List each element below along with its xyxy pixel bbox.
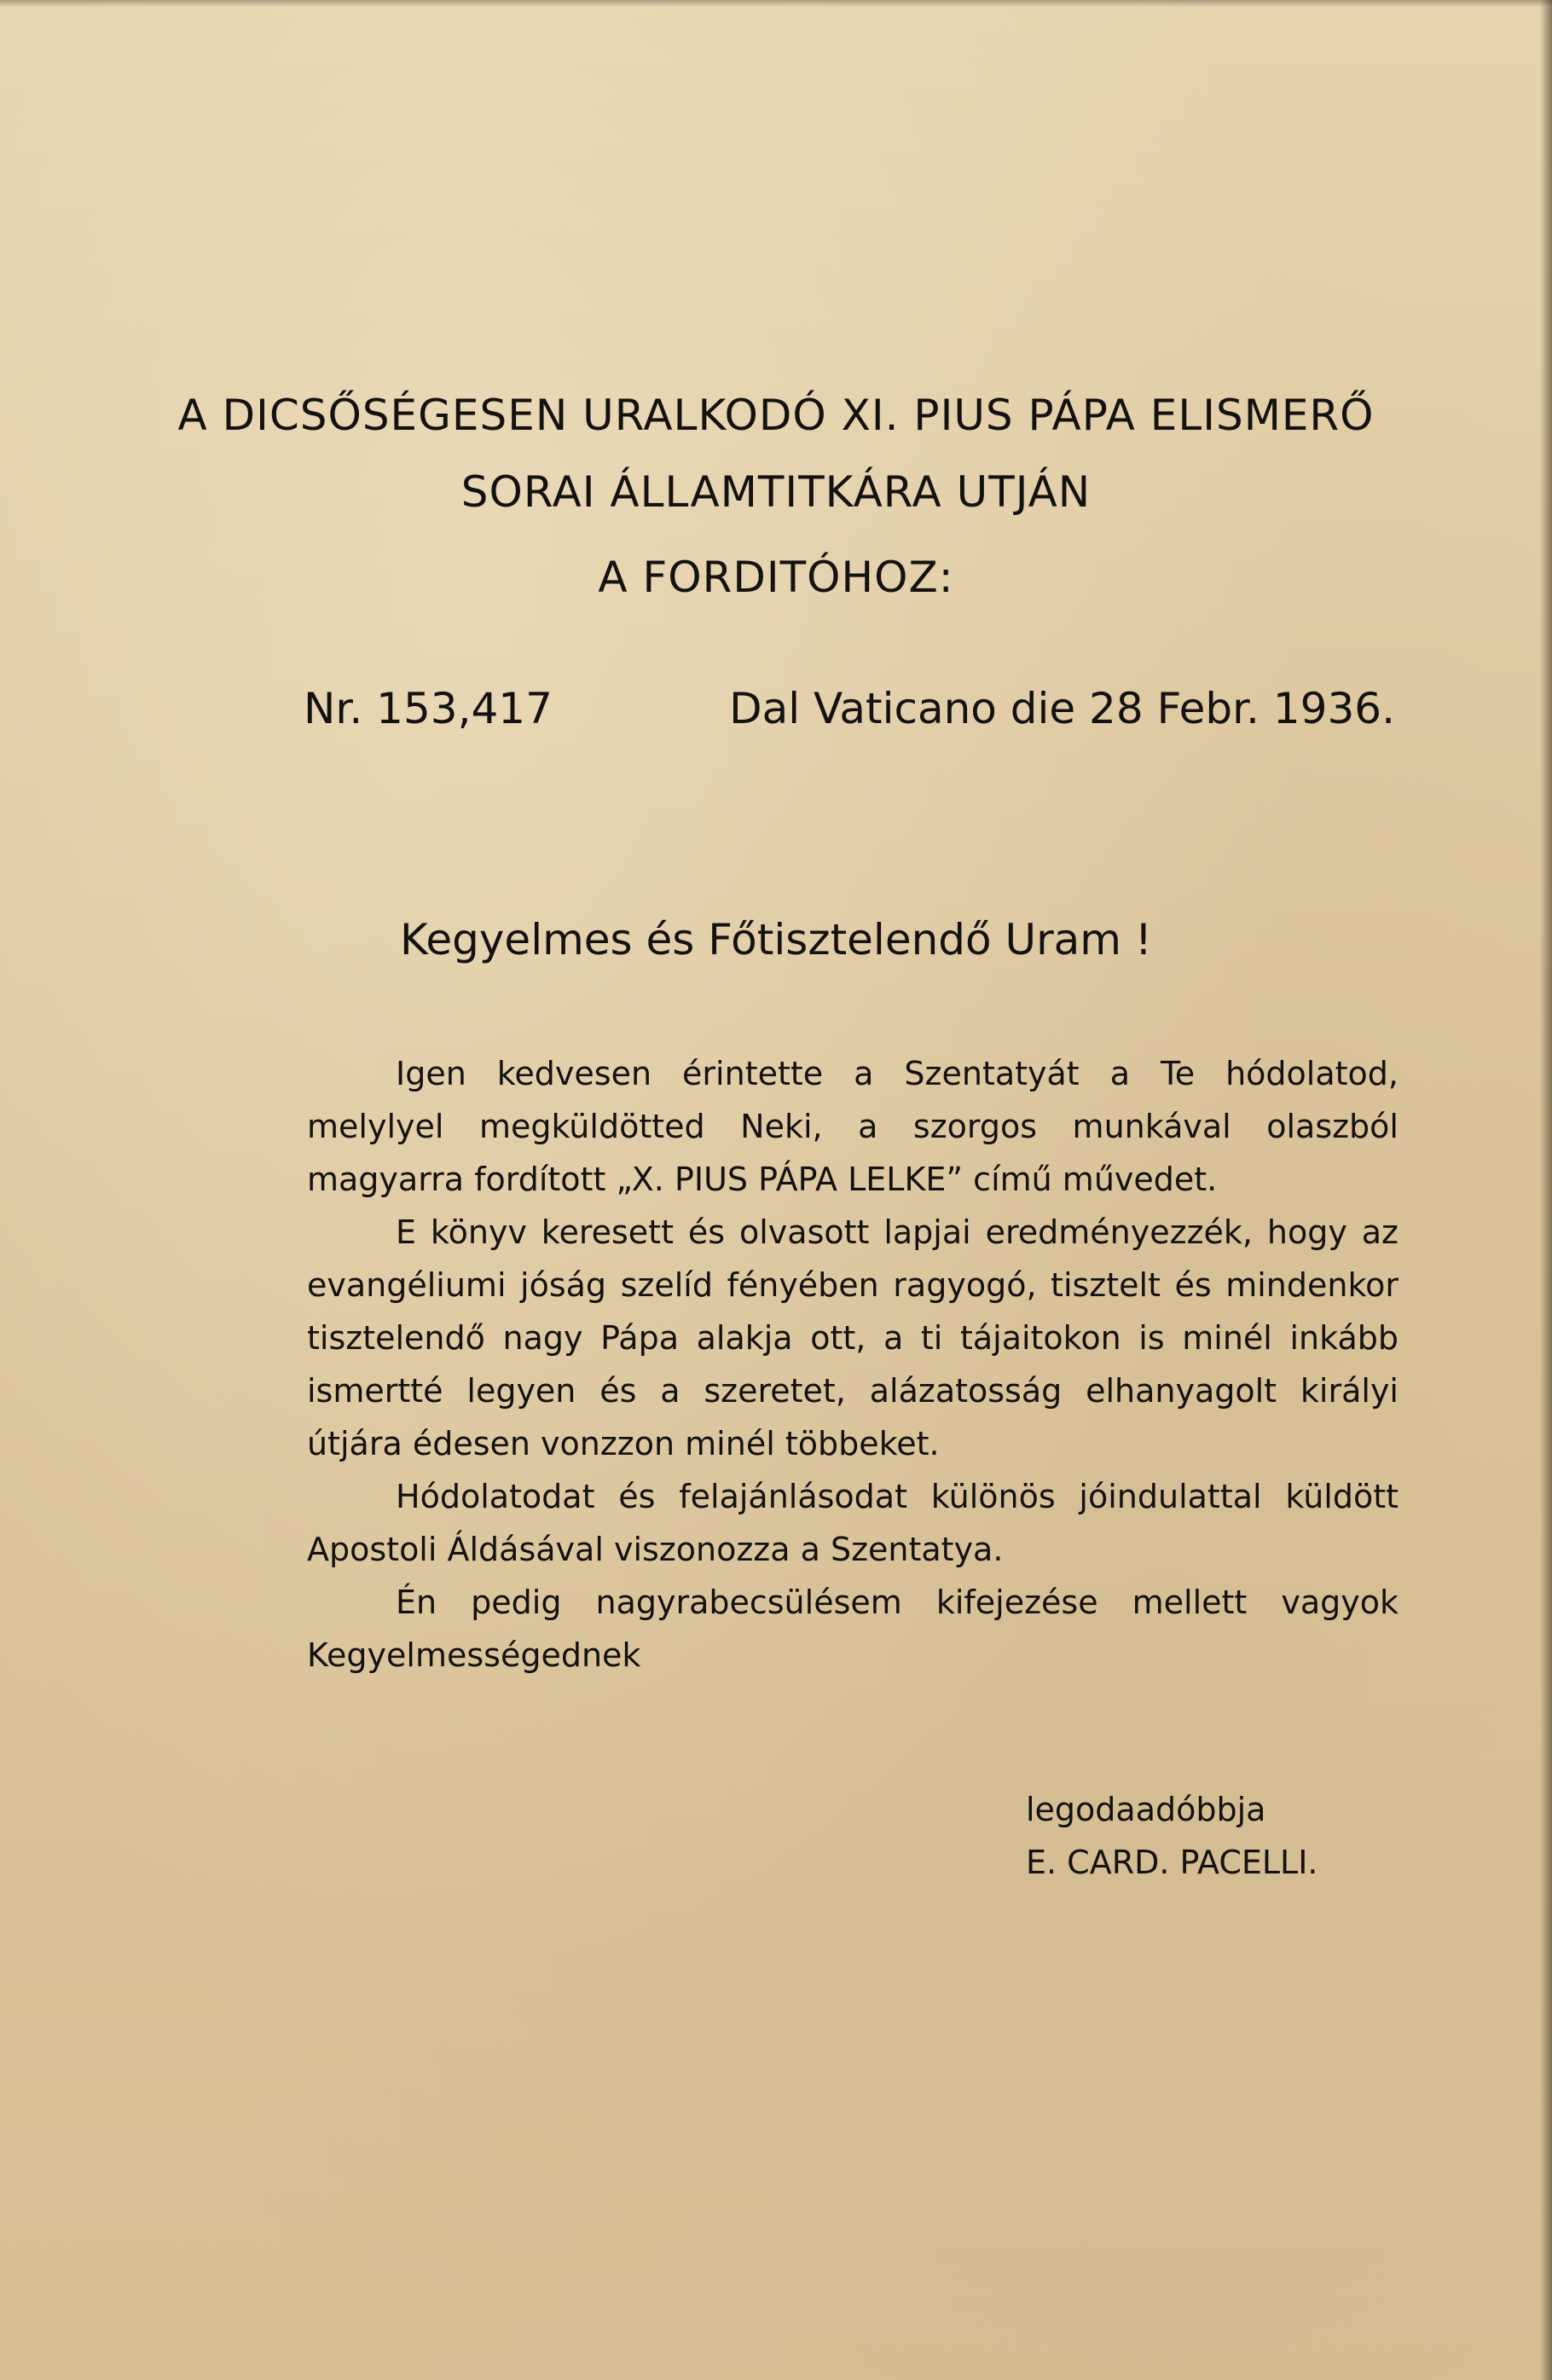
reference-line: [304, 684, 1395, 738]
body-paragraph-4: Én pedig nagyrabecsülésem kifejezése mellett vagyok Kegyelmességednek: [307, 1584, 1399, 1674]
body-paragraph-2: E könyv keresett és olvasott lapjai eredményezzék, hogy az evangéliumi jóság szelíd fényében ragyogó, tisztelt és mindenkor tisztelendő nagy Pápa alakja ott, a ti tájaitokon is minél inkább ismertté legyen és a szeretet, alázatosság elhanyagolt királyi útjára édesen vonzzon minél többeket.: [307, 1213, 1399, 1462]
signature-name: E. CARD. PACELLI.: [1026, 1844, 1318, 1881]
body-paragraph-3: Hódolatodat és felajánlásodat különös jóindulattal küldött Apostoli Áldásával viszonozza a Szentatya.: [307, 1478, 1399, 1568]
salutation: Kegyelmes és Főtisztelendő Uram !: [400, 915, 1152, 964]
body-paragraph-1: Igen kedvesen érintette a Szentatyát a Te hódolatod, melylyel megküldötted Neki, a szorgos munkával olaszból magyarra fordított „X. PIUS PÁPA LELKE” című művedet.: [307, 1055, 1399, 1198]
heading-line-3: A FORDITÓHOZ:: [598, 553, 954, 602]
closing-phrase: legodaadóbbja: [1026, 1791, 1266, 1828]
reference-number: Nr. 153,417: [304, 684, 553, 733]
page-edge-shadow-top: [0, 0, 1552, 7]
letter-body: [307, 1047, 1399, 1682]
place-and-date: Dal Vaticano die 28 Febr. 1936.: [729, 684, 1395, 733]
page-edge-shadow-right: [1540, 0, 1552, 2380]
closing-block: [1026, 1783, 1410, 1889]
heading-line-2: SORAI ÁLLAMTITKÁRA UTJÁN: [460, 467, 1092, 517]
heading-line-1: A DICSŐSÉGESEN URALKODÓ XI. PIUS PÁPA ELISMERŐ: [177, 391, 1375, 440]
